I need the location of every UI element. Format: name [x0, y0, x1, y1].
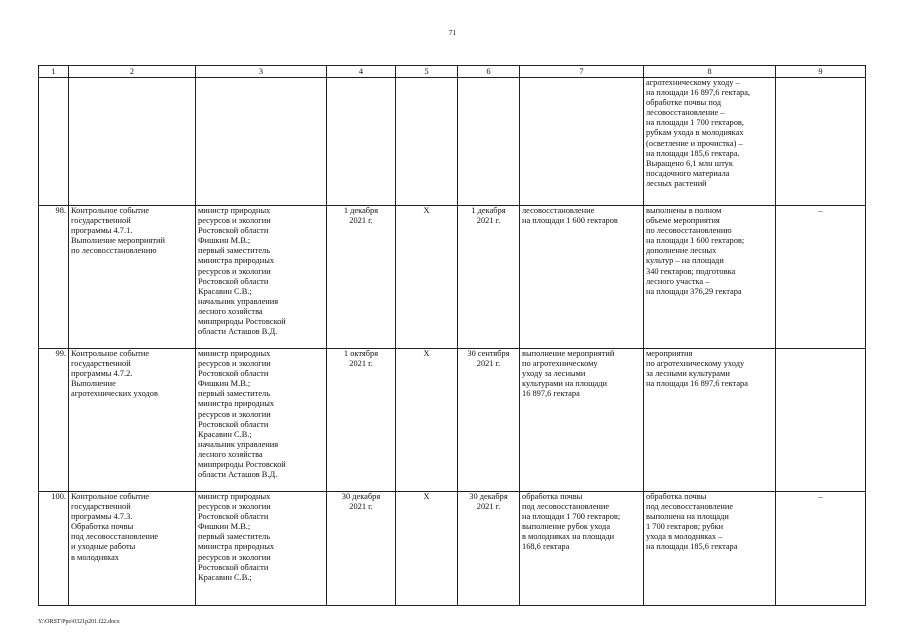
page-number: 71 [448, 28, 457, 37]
cell-mark: Х [396, 349, 458, 492]
cell-row-number: 100. [39, 492, 69, 606]
table-row [39, 492, 866, 606]
cell-control-event: Контрольное событие государственной программы 4.7.2. Выполнение агротехнических уходов [69, 349, 196, 492]
cell-result-plan: обработка почвы под лесовосстановление на площади 1 700 гектаров; выполнение рубок ухода в молодняках на площади 168,6 гектара [520, 492, 644, 606]
cell-note: – [776, 492, 866, 606]
report-table [38, 65, 866, 606]
cell-result-plan: выполнение мероприятий по агротехническому уходу за лесными культурами на площади 16 897,6 гектара [520, 349, 644, 492]
cell-result-plan: лесовосстановление на площади 1 600 гектаров [520, 206, 644, 349]
header-cell-3: 3 [196, 66, 327, 78]
cell-responsible: министр природных ресурсов и экологии Ростовской области Фишкин М.В.; первый заместитель министра природных ресурсов и экологии Ростовской области Красавин С.В.; начальник управления лесного хозяйства минприроды Ростовской области Асташов В.Д. [196, 206, 327, 349]
cell-note: – [776, 206, 866, 349]
cell-control-event: Контрольное событие государственной программы 4.7.3. Обработка почвы под лесовосстановление и уходные работы в молодняках [69, 492, 196, 606]
header-cell-8: 8 [644, 66, 776, 78]
cell-empty [520, 78, 644, 206]
header-row [39, 66, 866, 78]
cell-mark: Х [396, 206, 458, 349]
cell-mark: Х [396, 492, 458, 606]
cell-plan-date: 1 октября 2021 г. [327, 349, 396, 492]
header-cell-4: 4 [327, 66, 396, 78]
cell-fact-date: 1 декабря 2021 г. [458, 206, 520, 349]
cell-fact-date: 30 сентября 2021 г. [458, 349, 520, 492]
cell-result-fact: обработка почвы под лесовосстановление выполнена на площади 1 700 гектаров; рубки ухода в молодняках – на площади 185,6 гектара [644, 492, 776, 606]
cell-fact-date: 30 декабря 2021 г. [458, 492, 520, 606]
cell-result-fact: мероприятия по агротехническому уходу за лесными культурами на площади 16 897,6 гектара [644, 349, 776, 492]
table-row [39, 349, 866, 492]
header-cell-5: 5 [396, 66, 458, 78]
cell-plan-date: 30 декабря 2021 г. [327, 492, 396, 606]
cell-empty [776, 78, 866, 206]
cell-empty [327, 78, 396, 206]
cell-responsible: министр природных ресурсов и экологии Ростовской области Фишкин М.В.; первый заместитель министра природных ресурсов и экологии Ростовской области Красавин С.В.; [196, 492, 327, 606]
cell-empty [39, 78, 69, 206]
header-cell-9: 9 [776, 66, 866, 78]
cell-responsible: министр природных ресурсов и экологии Ростовской области Фишкин М.В.; первый заместитель министра природных ресурсов и экологии Ростовской области Красавин С.В.; начальник управления лесного хозяйства минприроды Ростовской области Асташов В.Д. [196, 349, 327, 492]
table-row [39, 206, 866, 349]
cell-result-fact: выполнены в полном объеме мероприятия по лесовосстановлению на площади 1 600 гектаров; дополнение лесных культур – на площади 340 гектаров; подготовка лесного участка – на площади 376,29 гектара [644, 206, 776, 349]
cell-empty [69, 78, 196, 206]
cell-row-number: 99. [39, 349, 69, 492]
header-cell-2: 2 [69, 66, 196, 78]
header-cell-6: 6 [458, 66, 520, 78]
table-row-continuation [39, 78, 866, 206]
cell-plan-date: 1 декабря 2021 г. [327, 206, 396, 349]
cell-empty [196, 78, 327, 206]
header-cell-7: 7 [520, 66, 644, 78]
file-path-footer: Y:\ORST\Ppo\0321p201.f22.docx [38, 619, 120, 625]
cell-empty [458, 78, 520, 206]
header-cell-1: 1 [39, 66, 69, 78]
cell-empty [396, 78, 458, 206]
cell-row-number: 98. [39, 206, 69, 349]
cell-result-fact: агротехническому уходу – на площади 16 897,6 гектара, обработке почвы под лесовосстановление – на площади 1 700 гектаров, рубкам ухода в молодняках (осветление и прочистка) – на площади 185,6 гектара. Выращено 6,1 млн штук посадочного материала лесных растений [644, 78, 776, 206]
cell-control-event: Контрольное событие государственной программы 4.7.1. Выполнение мероприятий по лесовосстановлению [69, 206, 196, 349]
cell-note [776, 349, 866, 492]
